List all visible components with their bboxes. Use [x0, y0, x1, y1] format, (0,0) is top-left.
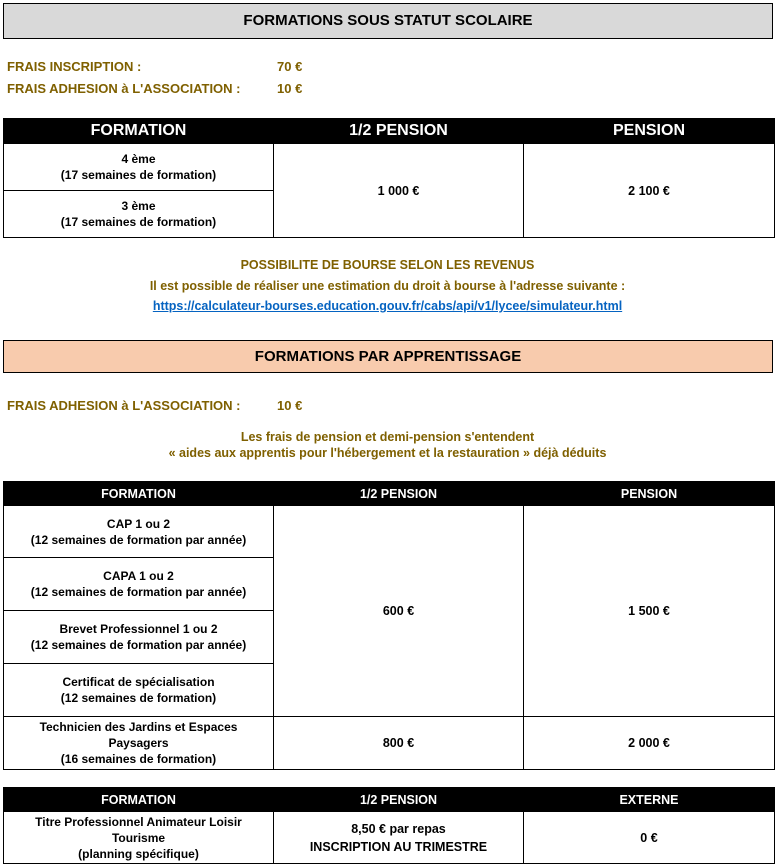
formation-duration: (12 semaines de formation) — [60, 691, 217, 705]
bourse-text: Il est possible de réaliser une estimation du droit à bourse à l'adresse suivante : — [149, 279, 626, 293]
formation-name: Technicien des Jardins et Espaces Paysagers — [39, 720, 238, 750]
inscription-trimestre: INSCRIPTION AU TRIMESTRE — [309, 839, 488, 854]
formation-duration: (12 semaines de formation par année) — [30, 532, 247, 547]
table-scolaire — [3, 118, 775, 238]
bourse-link-line — [0, 297, 775, 315]
header-formation: FORMATION — [4, 119, 274, 144]
header-formation: FORMATION — [4, 788, 274, 812]
formation-cell — [4, 191, 274, 238]
header-demi-pension: 1/2 PENSION — [274, 788, 524, 812]
formation-name: Certificat de spécialisation — [62, 675, 215, 689]
formation-name: 4 ème — [121, 152, 156, 166]
formation-name: CAP 1 ou 2 — [106, 516, 171, 531]
fee-adhesion-label: FRAIS ADHESION à L'ASSOCIATION : — [7, 398, 241, 413]
formation-duration: (12 semaines de formation par année) — [30, 638, 247, 652]
formation-cell — [4, 812, 274, 864]
header-demi-pension: 1/2 PENSION — [274, 119, 524, 144]
header-demi-pension: 1/2 PENSION — [274, 482, 524, 506]
externe-price: 0 € — [524, 812, 775, 864]
demi-pension-price: 800 € — [274, 717, 524, 770]
header-pension: PENSION — [524, 119, 775, 144]
bourse-link[interactable]: https://calculateur-bourses.education.gouv.fr/cabs/api/v1/lycee/simulateur.html — [152, 299, 623, 313]
formation-cell — [4, 558, 274, 611]
table-row — [4, 812, 775, 864]
banner-scolaire: FORMATIONS SOUS STATUT SCOLAIRE — [3, 3, 773, 39]
formation-duration: (17 semaines de formation) — [60, 215, 217, 229]
bourse-title: POSSIBILITE DE BOURSE SELON LES REVENUS — [240, 258, 535, 272]
header-externe: EXTERNE — [524, 788, 775, 812]
formation-name: CAPA 1 ou 2 — [103, 569, 174, 583]
formation-duration: (17 semaines de formation) — [60, 168, 217, 182]
fee-adhesion-label: FRAIS ADHESION à L'ASSOCIATION : — [7, 81, 241, 96]
header-formation: FORMATION — [4, 482, 274, 506]
formation-cell — [4, 144, 274, 191]
formation-cell — [4, 664, 274, 717]
pension-price: 1 500 € — [524, 506, 775, 717]
demi-pension-price: 600 € — [274, 506, 524, 717]
fee-inscription-label: FRAIS INSCRIPTION : — [7, 59, 142, 74]
formation-name: Brevet Professionnel 1 ou 2 — [59, 622, 218, 636]
fee-inscription-value: 70 € — [277, 59, 303, 74]
pension-price: 2 000 € — [524, 717, 775, 770]
formation-cell — [4, 717, 274, 770]
demi-pension-price: 1 000 € — [274, 144, 524, 238]
formation-name: 3 ème — [121, 199, 156, 213]
demi-pension-price — [274, 812, 524, 864]
banner-apprentissage: FORMATIONS PAR APPRENTISSAGE — [3, 340, 773, 373]
formation-name: Titre Professionnel Animateur Loisir Tourisme — [35, 814, 242, 845]
pension-price: 2 100 € — [524, 144, 775, 238]
formation-cell — [4, 506, 274, 558]
apprentissage-note-line2: « aides aux apprentis pour l'hébergement et la restauration » déjà déduits — [168, 446, 607, 460]
formation-duration: (planning spécifique) — [78, 846, 199, 861]
formation-duration: (12 semaines de formation par année) — [30, 585, 247, 599]
header-pension: PENSION — [524, 482, 775, 506]
table-apprentissage — [3, 481, 775, 770]
fee-adhesion-value: 10 € — [277, 398, 303, 413]
fee-adhesion-value: 10 € — [277, 81, 303, 96]
table-titre-professionnel — [3, 787, 775, 864]
repas-price: 8,50 € par repas — [351, 821, 446, 836]
table-row — [4, 717, 775, 770]
formation-duration: (16 semaines de formation) — [60, 752, 217, 766]
apprentissage-note-line1: Les frais de pension et demi-pension s'entendent — [240, 430, 535, 444]
table-row — [4, 506, 775, 558]
formation-cell — [4, 611, 274, 664]
table-row — [4, 144, 775, 191]
